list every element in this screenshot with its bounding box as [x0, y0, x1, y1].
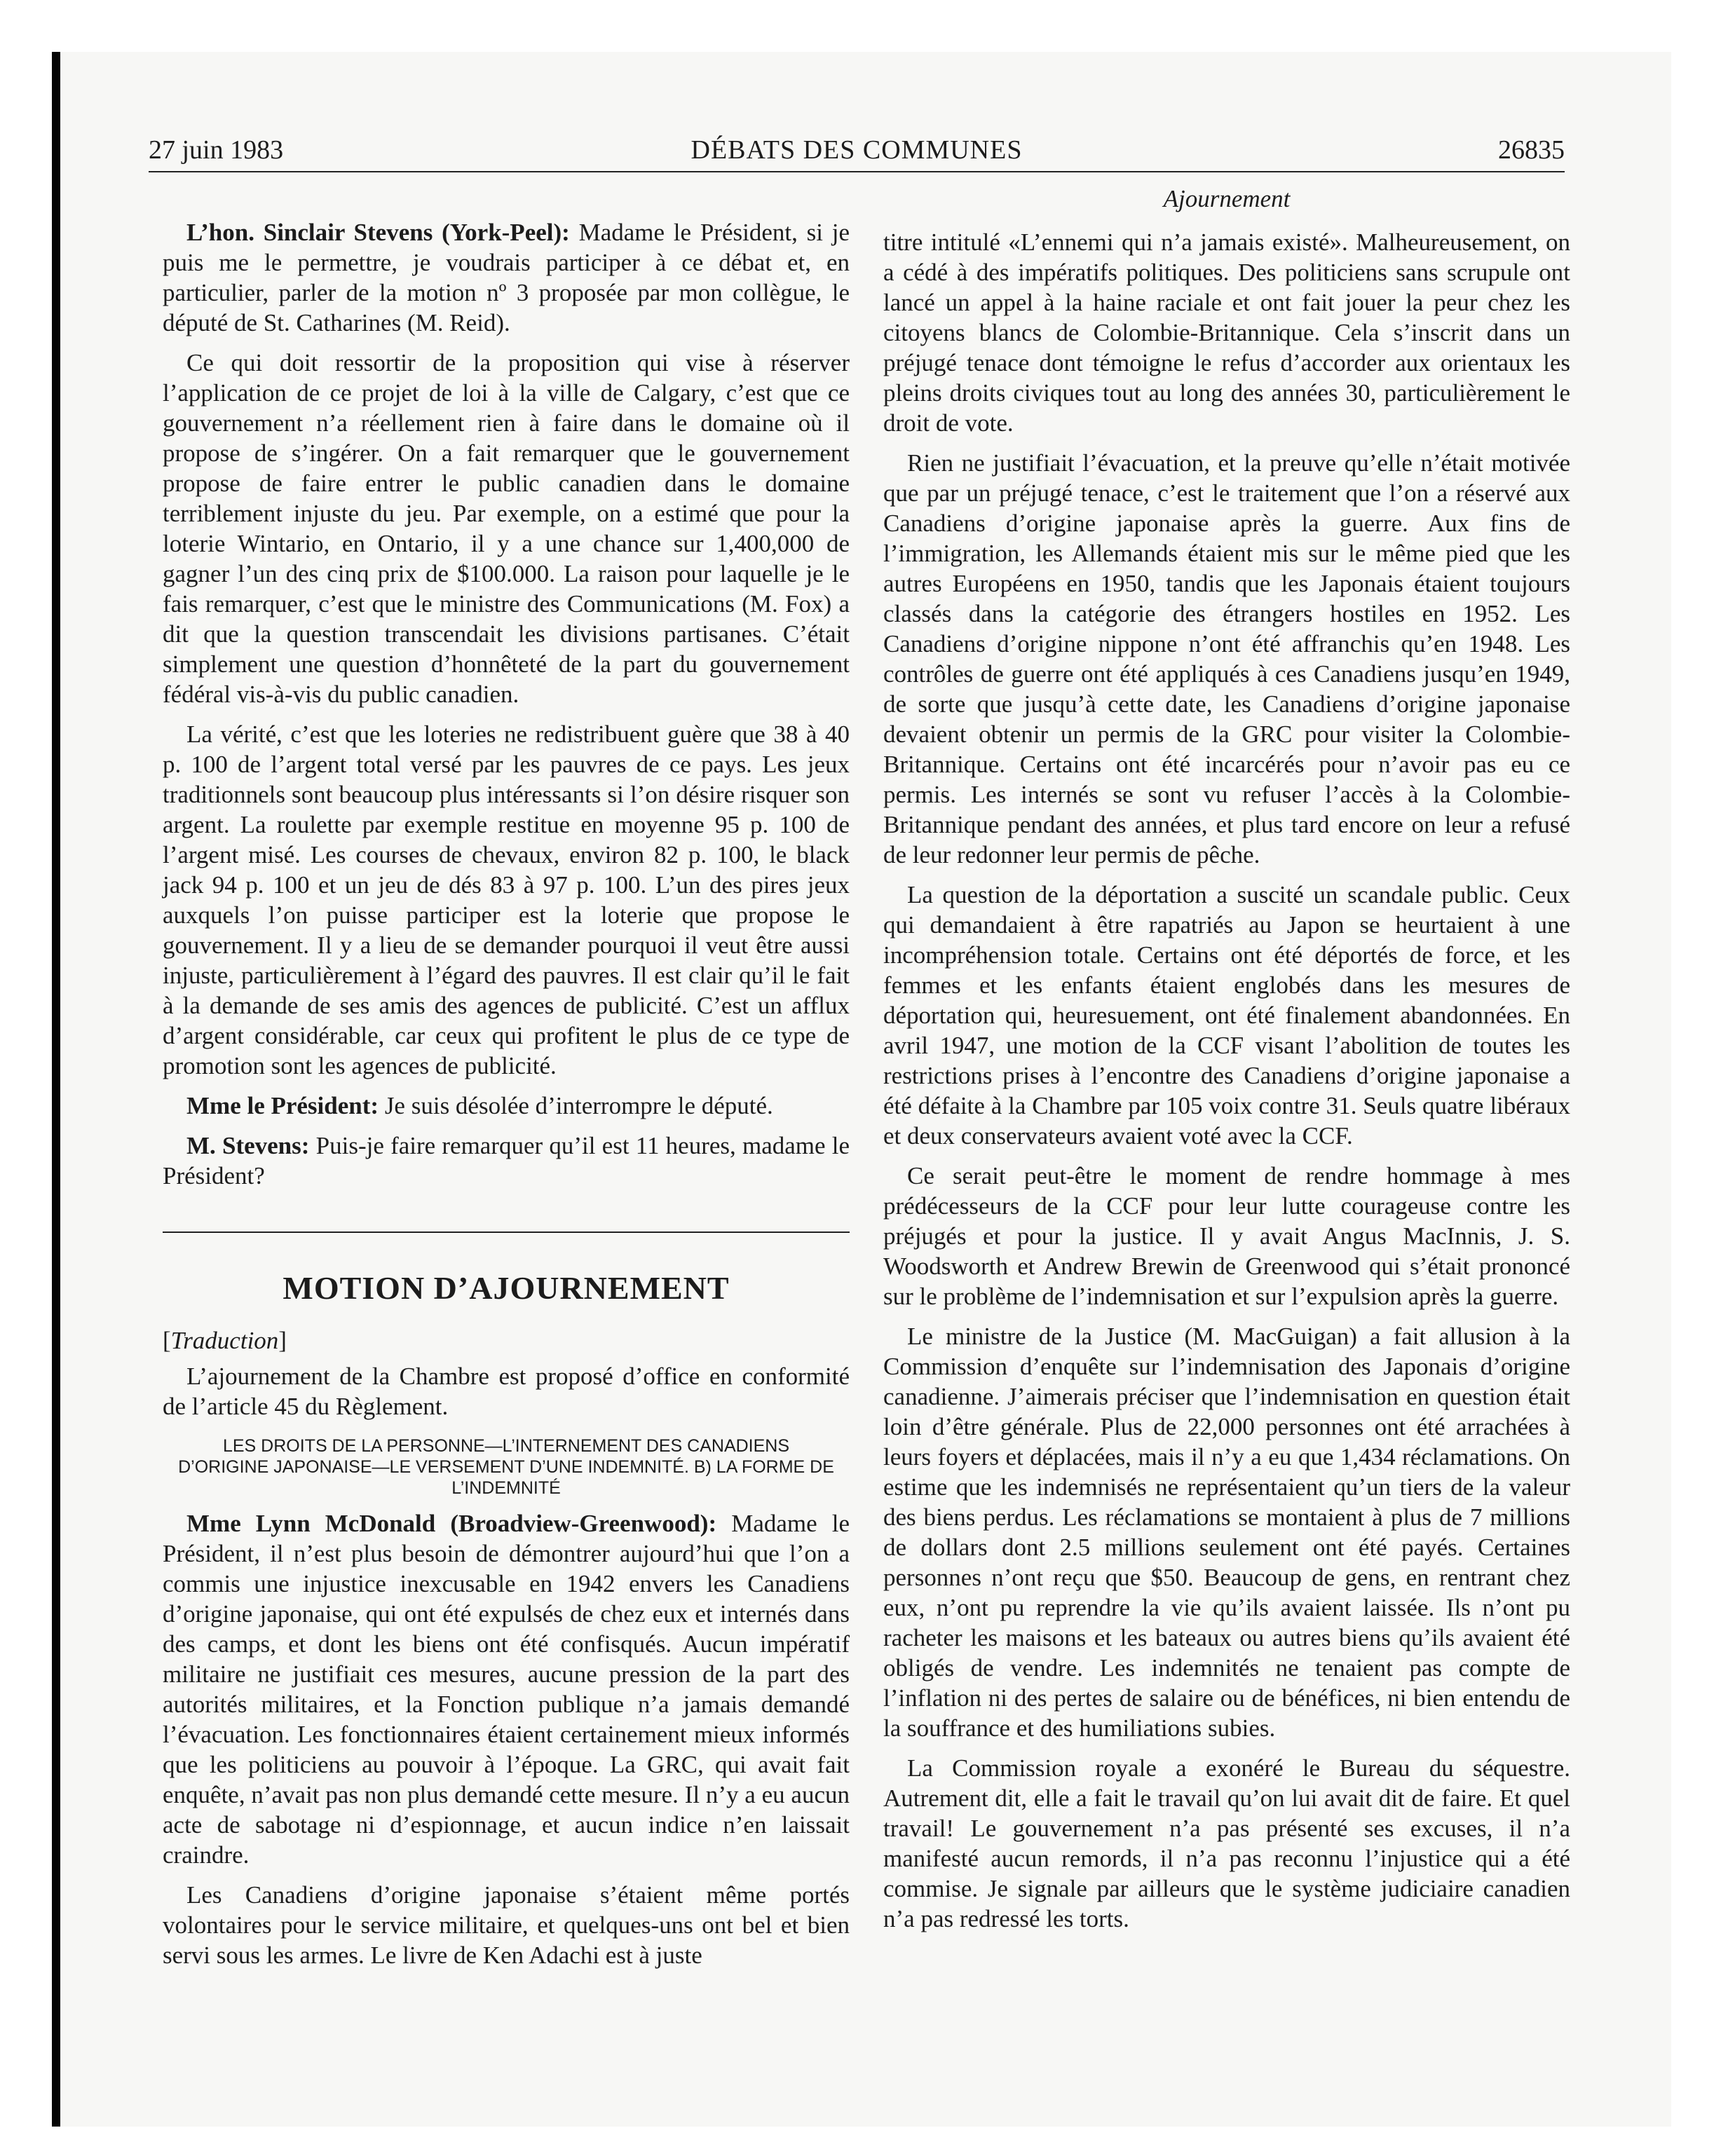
paragraph: Le ministre de la Justice (M. MacGuigan) a fait allusion à la Commission d’enquête sur l’indemnisation des Japonais d’origine canadienne. J’aimerais préciser que l’indemnisation en question était loin d’être générale. Plus de 22,000 personnes ont été arrachées à leurs foyers et déplacées, mais il n’y a eu que 1,434 réclamations. On estime que les indemnisés ne représentaient qu’un tiers de la valeur des biens perdus. Les réclamations se montaient à plus de 7 millions de dollars dont 2.5 millions seulement ont été payés. Certaines personnes n’ont reçu que $50. Beaucoup de gens, en rentrant chez eux, n’ont pu reprendre la vie qu’ils avaient laissée. Ils n’ont pu racheter les maisons et les bateaux ou autres biens qu’ils avaient été obligés de vendre. Les indemnités ne tenaient pas compte de l’inflation ni des pertes de salaire ou de bénéfices, ni bien entendu de la souffrance et des humiliations subies. — [883, 1323, 1570, 1742]
paragraph: La Commission royale a exonéré le Bureau du séquestre. Autrement dit, elle a fait le travail qu’on lui avait dit de faire. Et quel travail! Le gouvernement n’a pas présenté ses excuses, il n’a manifesté aucun remords, il n’a pas reconnu l’injustice qui a été commise. Je signale par ailleurs que le système judiciaire canadien n’a pas redressé les torts. — [883, 1754, 1570, 1932]
paragraph-text: Madame le Président, si je puis me le permettre, je voudrais participer à ce débat et, en particulier, parler de la motion nº 3 proposée par mon collègue, le député de St. Catharines (M. Reid). — [163, 219, 850, 336]
paragraph: Ce serait peut-être le moment de rendre hommage à mes prédécesseurs de la CCF pour leur lutte courageuse contre les préjugés et pour la justice. Il y avait Angus MacInnis, J. S. Woodsworth et Andrew Brewin de Greenwood qui s’était prononcé sur le problème de l’indemnisation et sur l’expulsion après la guerre. — [883, 1162, 1570, 1310]
paragraph: La vérité, c’est que les loteries ne redistribuent guère que 38 à 40 p. 100 de l’argent total versé par les pauvres de ce pays. Les jeux traditionnels sont beaucoup plus intéressants si l’on désire risquer son argent. La roulette par exemple restitue en moyenne 95 p. 100 de l’argent misé. Les courses de chevaux, environ 82 p. 100, le black jack 94 p. 100 et un jeu de dés 83 à 97 p. 100. L’un des pires jeux auxquels l’on puisse participer est la loterie que propose le gouvernement. Il y a lieu de se demander pourquoi il veut être aussi injuste, particulièrement à l’égard des pauvres. Il est clair qu’il le fait à la demande de ses amis des agences de publicité. C’est un afflux d’argent considérable, car ceux qui profitent le plus de ce type de promotion sont les agences de publicité. — [163, 721, 850, 1079]
paragraph: La question de la déportation a suscité un scandale public. Ceux qui demandaient à être rapatriés au Japon se heurtaient à une incompréhension totale. Certains ont été déportés de force, et les femmes et les enfants étaient englobés dans les mesures de déportation qui, heuresuement, ont été finalement abandonnées. En avril 1947, une motion de la CCF visant l’abolition de toutes les restrictions prises à l’encontre des Canadiens d’origine japonaise a été défaite à la Chambre par 105 voix contre 31. Seuls quatre libéraux et deux conservateurs avaient voté avec la CCF. — [883, 881, 1570, 1149]
binding-edge — [52, 52, 60, 2127]
speaker-name: Mme le Président: — [186, 1092, 379, 1119]
header-date: 27 juin 1983 — [149, 135, 284, 165]
paragraph: Les Canadiens d’origine japonaise s’étaient même portés volontaires pour le service militaire, et quelques-uns ont bel et bien servi sous les armes. Le livre de Ken Adachi est à juste — [163, 1881, 850, 1969]
running-head — [149, 135, 1565, 172]
speaker-name: L’hon. Sinclair Stevens (York-Peel): — [186, 219, 570, 246]
paragraph — [163, 1091, 850, 1121]
section-divider — [163, 1231, 850, 1233]
section-title: MOTION D’AJOURNEMENT — [283, 1270, 730, 1306]
paragraph — [163, 217, 850, 338]
paragraph: Rien ne justifiait l’évacuation, et la preuve qu’elle n’était motivée que par un préjugé tenace, c’est le traitement que l’on a réservé aux Canadiens d’origine japonaise après la guerre. Aux fins de l’immigration, les Allemands étaient mis sur le même pied que les autres Européens en 1950, tandis que les Japonais étaient toujours classés dans la catégorie des étrangers hostiles en 1952. Les Canadiens d’origine nippone n’ont été affranchis qu’en 1948. Les contrôles de guerre ont été appliqués à ces Canadiens jusqu’en 1949, de sorte que jusqu’à cette date, les Canadiens d’origine japonaise devaient obtenir un permis de la GRC pour visiter la Colombie-Britannique. Certains ont été incarcérés pour n’avoir pas eu ce permis. Les internés se sont vu refuser l’accès à la Colombie-Britannique pendant des années, et plus tard encore on leur a refusé de leur redonner leur permis de pêche. — [883, 449, 1570, 868]
paragraph: L’ajournement de la Chambre est proposé d’office en conformité de l’article 45 du Règlement. — [163, 1363, 850, 1420]
paragraph: titre intitulé «L’ennemi qui n’a jamais existé». Malheureusement, on a cédé à des impératifs politiques. Des politiciens sans scrupule ont lancé un appel à la haine raciale et ont fait jouer la peur chez les citoyens blancs de Colombie-Britannique. Cela s’inscrit dans un préjugé tenace dont témoigne le refus d’accorder aux orientaux les pleins droits civiques tout au long des années 30, particulièrement le droit de vote. — [883, 228, 1570, 437]
topic-subheading: LES DROITS DE LA PERSONNE—L’INTERNEMENT DES CANADIENS D’ORIGINE JAPONAISE—LE VERSEMENT D’UNE INDEMNITÉ. B) LA FORME DE L’INDEMNITÉ — [178, 1436, 834, 1498]
paragraph-text: Je suis désolée d’interrompre le député. — [379, 1092, 773, 1119]
right-column — [883, 184, 1570, 1944]
paragraph — [163, 1508, 850, 1870]
speaker-name: Mme Lynn McDonald (Broadview-Greenwood): — [186, 1510, 717, 1537]
translation-note: [Traduction] — [163, 1327, 287, 1354]
speaker-name: M. Stevens: — [186, 1132, 310, 1159]
paragraph-text: Madame le Président, il n’est plus besoin de démontrer aujourd’hui que l’on a commis une injustice inexcusable en 1942 envers les Canadiens d’origine japonaise, qui ont été expulsés de chez eux et internés dans des camps, et dont les biens ont été confisqués. Aucun impératif militaire ne justifiait ces mesures, aucune pression de la part des autorités militaires, et la Fonction publique n’a jamais demandé l’évacuation. Les fonctionnaires étaient certainement mieux informés que les politiciens au pouvoir à l’époque. La GRC, qui avait fait enquête, n’avait pas non plus demandé cette mesure. Il n’y a eu aucun acte de sabotage ni d’espionnage, et aucun indice n’en laissait craindre. — [163, 1510, 850, 1869]
paragraph-text: Puis-je faire remarquer qu’il est 11 heures, madame le Président? — [163, 1132, 850, 1189]
header-title: DÉBATS DES COMMUNES — [690, 135, 1023, 165]
paragraph — [163, 1131, 850, 1191]
left-column — [163, 217, 850, 1980]
translation-note-text: Traduction — [170, 1327, 279, 1354]
page-number: 26835 — [1498, 135, 1565, 165]
column-heading: Ajournement — [1163, 185, 1291, 212]
paragraph: Ce qui doit ressortir de la proposition qui vise à réserver l’application de ce projet de loi à la ville de Calgary, c’est que ce gouvernement n’a réellement rien à faire dans le domaine où il propose de s’ingérer. On a fait remarquer que le gouvernement propose de faire entrer le public canadien dans le domaine terriblement injuste du jeu. Par exemple, on a estimé que pour la loterie Wintario, en Ontario, il y a une chance sur 1,400,000 de gagner l’un des cinq prix de $100.000. La raison pour laquelle je le fais remarquer, c’est que le ministre des Communications (M. Fox) a dit que la question transcendait les divisions partisanes. C’était simplement une question d’honnêteté de la part du gouvernement fédéral vis-à-vis du public canadien. — [163, 349, 850, 708]
